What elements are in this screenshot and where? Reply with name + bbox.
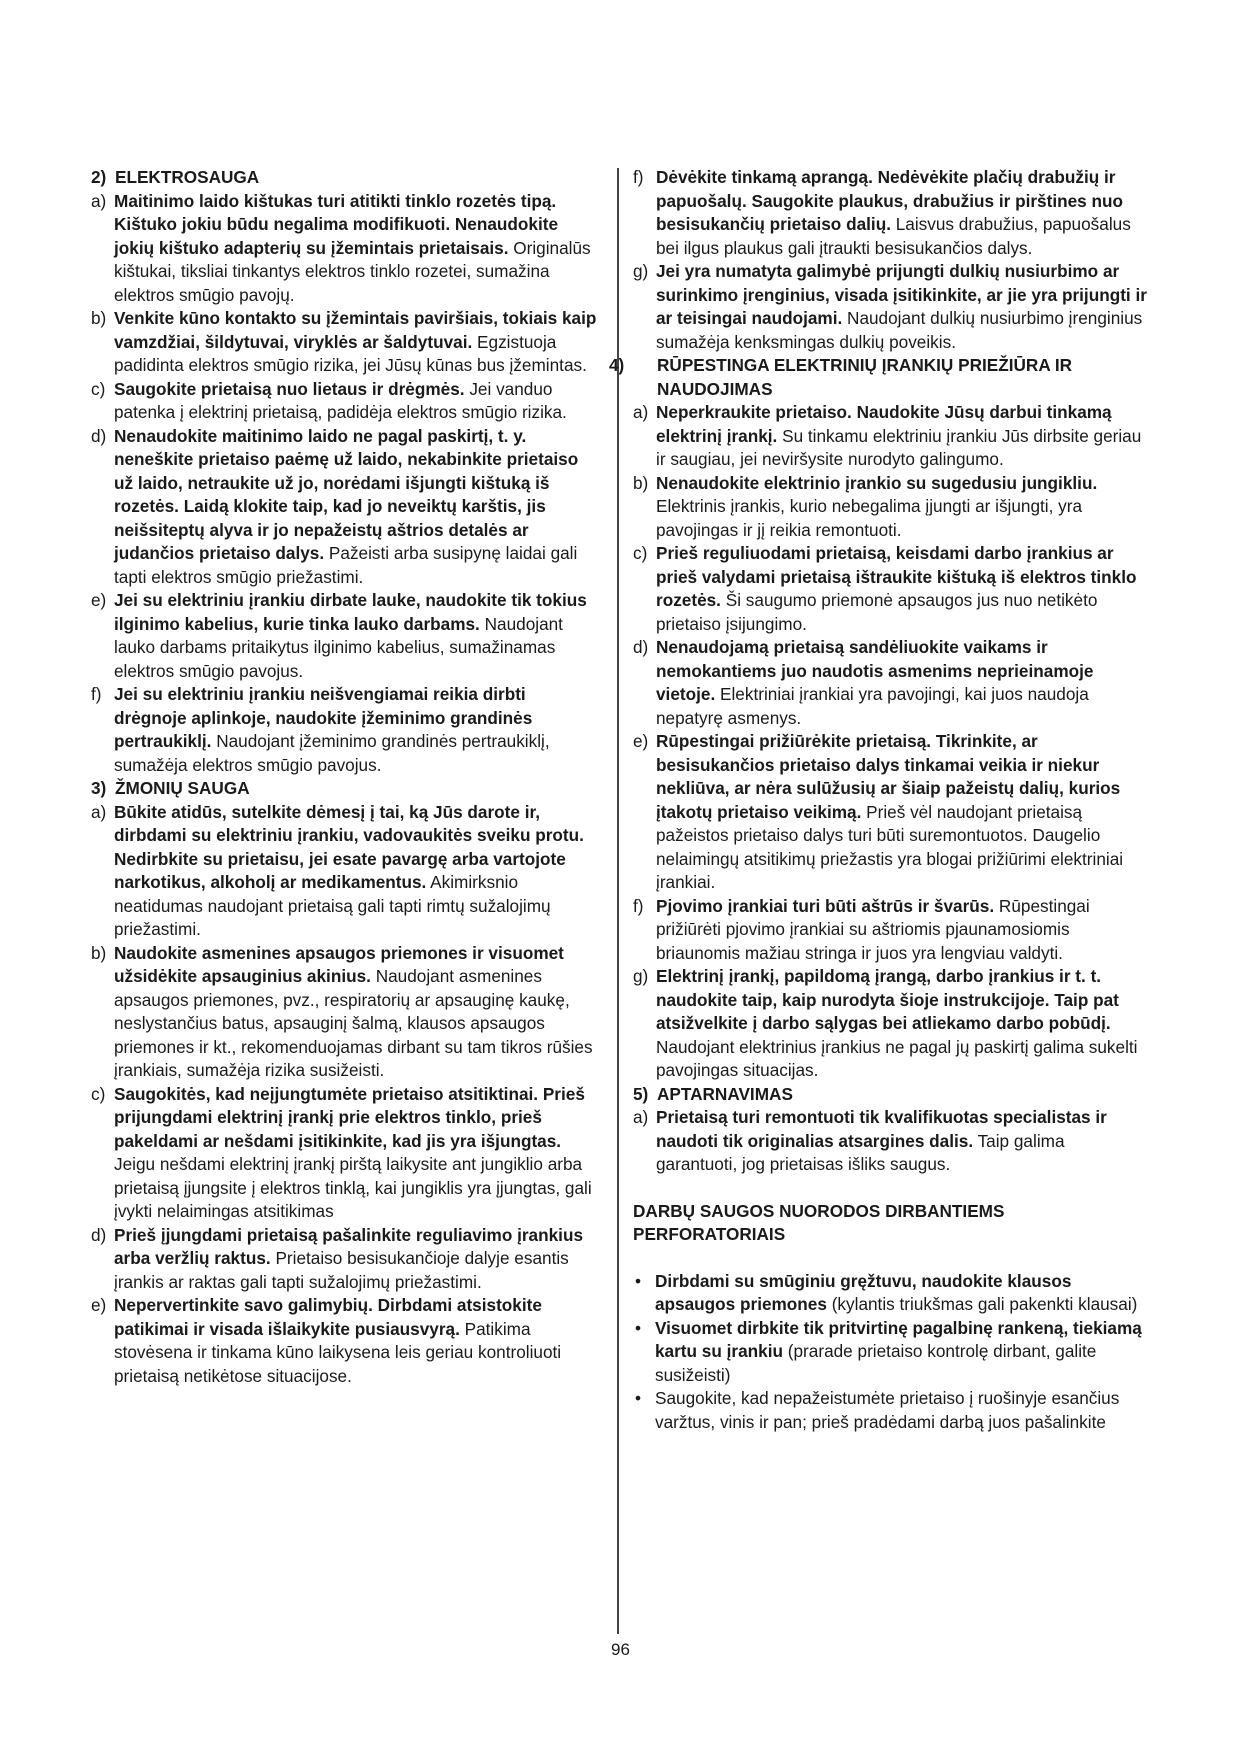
item-text: Prietaiso besisukančioje dalyje esantis įrankis ar raktas gali tapti sužalojimų priežastimi. (114, 1248, 569, 1292)
list-item (633, 965, 1148, 1083)
item-bold-text: Jei su elektriniu įrankiu neišvengiamai reikia dirbti drėgnoje aplinkoje, naudokite įžeminimo grandinės pertraukiklį. (114, 684, 533, 751)
item-bold-text: Rūpestingai prižiūrėkite prietaisą. Tikrinkite, ar besisukančios prietaiso dalys tinkamai veikia ir niekur nekliūva, ar nėra sulūžusių ar šiaip pažeistų dalių, kurios įtakotų prietaiso veikimą. (656, 731, 1121, 822)
bullet-dot-icon: • (635, 1270, 642, 1291)
item-bold-text: Venkite kūno kontakto su įžemintais paviršiais, tokiais kaip vamzdžiai, šildytuvai, viryklės ar šaldytuvai. (114, 308, 597, 352)
hammer-drill-safety-heading: DARBŲ SAUGOS NUORODOS DIRBANTIEMS PERFORATORIAIS (633, 1200, 1005, 1244)
item-bold-text: Jei yra numatyta galimybė prijungti dulkių nusiurbimo ar surinkimo įrenginius, visada įsitikinkite, ar jie yra prijungti ir ar teisingai naudojami. (656, 261, 1147, 328)
item-bold-text: Nenaudokite maitinimo laido ne pagal paskirtį, t. y. neneškite prietaiso paėmę už laido, nekabinkite prietaiso už laido, netraukite už jo, norėdami išjungti kištuką iš rozetės. Laidą klokite taip, kad jo neveiktų karštis, jis neišsiteptų alyva ir jo nepažeistų aštrios detalės ar judančios prietaiso dalys. (114, 425, 579, 563)
list-item (91, 378, 601, 425)
left-column (91, 166, 601, 1388)
item-text: Naudojant asmenines apsaugos priemones, pvz., respiratorių ar apsauginę kaukę, neslystančius batus, apsauginį šalmą, klausos apsaugos priemones ir kt., rekomenduojamas dirbant su tam tikros rūšies įrankiais, sumažėja rizika susižeisti. (114, 966, 593, 1080)
item-bold-text: Saugokitės, kad neįjungtumėte prietaiso atsitiktinai. Prieš prijungdami elektrinį įrankį prie elektros tinklo, prieš pakeldami ar nešdami įsitikinkite, kad jis yra išjungtas. (114, 1083, 585, 1151)
item-label: b) (91, 308, 107, 328)
item-label: b) (91, 942, 107, 963)
item-bold-text: Jei su elektriniu įrankiu dirbate lauke, naudokite tik tokius ilginimo kabelius, kurie tinka lauko darbams. (114, 590, 587, 634)
item-text: Akimirksnio neatidumas naudojant prietaisą gali tapti rimtų sužalojimų priežastimi. (114, 872, 551, 939)
spacer (633, 1177, 1148, 1200)
item-bold-text: Neperkraukite prietaiso. Naudokite Jūsų darbui tinkamą elektrinį įrankį. (656, 402, 1112, 446)
bullet-item (633, 1387, 1148, 1434)
item-text: Naudojant dulkių nusiurbimo įrenginius sumažėja kenksmingas dulkių poveikis. (656, 308, 1143, 352)
item-text: Laisvus drabužius, papuošalus bei ilgus plaukus gali įtraukti besisukančios dalys. (656, 214, 1131, 258)
item-label: c) (91, 378, 106, 399)
item-text: Elektrinis įrankis, kurio nebegalima įjungti ar išjungti, yra pavojingas ir jį reikia remontuoti. (656, 496, 1083, 540)
item-text: Originalūs kištukai, tiksliai tinkantys elektros tinklo rozetei, sumažina elektros smūgio pavojų. (114, 237, 591, 305)
item-bold-text: Nepervertinkite savo galimybių. Dirbdami atsistokite patikimai ir visada išlaikykite pusiausvyrą. (114, 1295, 542, 1339)
spacer (633, 1247, 1148, 1270)
item-bold-text: Būkite atidūs, sutelkite dėmesį į tai, ką Jūs darote ir, dirbdami su elektriniu įrankiu, vadovaukitės sveiku protu. Nedirbkite su prietaisu, jei esate pavargę arba vartojote narkotikus, alkoholį ar medikamentus. (114, 801, 584, 892)
list-item (633, 542, 1148, 636)
bullet-text: (prarade prietaiso kontrolę dirbant, galite susižeisti) (655, 1341, 1097, 1385)
item-label: c) (633, 543, 648, 563)
item-text: Rūpestingai prižiūrėti pjovimo įrankiai su aštriomis pjaunamosiomis briaunomis mažiau stringa ir juos yra lengviau valdyti. (656, 895, 1090, 963)
item-bold-text: Dėvėkite tinkamą aprangą. Nedėvėkite plačių drabužių ir papuošalų. Saugokite plaukus, drabužius ir pirštines nuo besisukančių prietaiso dalių. (656, 167, 1123, 234)
page-number: 96 (611, 1640, 630, 1659)
bullet-dot-icon: • (635, 1388, 642, 1408)
item-label: d) (91, 1224, 107, 1245)
list-item (91, 425, 601, 590)
item-label: a) (91, 190, 107, 211)
item-text: Patikima stovėsena ir tinkama kūno laikysena leis geriau kontroliuoti prietaisą netikėtose situacijose. (114, 1318, 562, 1386)
bullet-bold-text: Visuomet dirbkite tik pritvirtinę pagalbinę rankeną, tiekiamą kartu su įrankiu (655, 1317, 1142, 1361)
list-item (633, 260, 1148, 354)
hammer-drill-safety-list (633, 1270, 1148, 1435)
list-item (91, 1224, 601, 1295)
item-label: b) (633, 472, 649, 493)
section-heading-tool-care: 4) RŪPESTINGA ELEKTRINIŲ ĮRANKIŲ PRIEŽIŪRA IR NAUDOJIMAS (609, 355, 1073, 399)
item-bold-text: Nenaudojamą prietaisą sandėliuokite vaikams ir nemokantiems juo naudotis asmenims neprieinamoje vietoje. (656, 637, 1094, 704)
list-item (91, 801, 601, 942)
item-label: a) (91, 801, 107, 822)
bullet-text: Saugokite, kad nepažeistumėte prietaiso į ruošinyje esančius varžtus, vinis ir pan; prieš pradėdami darbą juos pašalinkite (655, 1388, 1120, 1432)
item-text: Prieš vėl naudojant prietaisą pažeistos prietaiso dalys turi būti suremontuotos. Daugelio nelaimingų atsitikimų priežastis yra blogai prižiūrimi elektriniai įrankiai. (656, 801, 1124, 892)
item-label: g) (633, 966, 649, 986)
list-item (91, 190, 601, 308)
item-label: d) (633, 637, 649, 657)
list-item (633, 166, 1148, 260)
bullet-bold-text: Dirbdami su smūginiu gręžtuvu, naudokite klausos apsaugos priemones (655, 1270, 1072, 1314)
item-bold-text: Elektrinį įrankį, papildomą įrangą, darbo įrankius ir t. t. naudokite taip, kaip nurodyta šioje instrukcijoje. Taip pat atsižvelkite į darbo sąlygas bei atliekamo darbo pobūdį. (656, 966, 1119, 1033)
tool-care-list (633, 401, 1148, 1083)
item-bold-text: Prieš reguliuodami prietaisą, keisdami darbo įrankius ar prieš valydami prietaisą ištraukite kištuką iš elektros tinklo rozetės. (656, 543, 1137, 610)
list-item (633, 1106, 1148, 1177)
section-heading-service: 5) APTARNAVIMAS (633, 1083, 793, 1104)
list-item (91, 307, 601, 378)
list-item (91, 1083, 601, 1224)
list-item (633, 401, 1148, 472)
item-bold-text: Naudokite asmenines apsaugos priemones ir visuomet užsidėkite apsauginius akinius. (114, 942, 564, 986)
item-bold-text: Pjovimo įrankiai turi būti aštrūs ir švarūs. (656, 895, 995, 916)
item-label: f) (633, 895, 644, 916)
item-text: Naudojant įžeminimo grandinės pertraukiklį, sumažėja elektros smūgio pavojus. (114, 731, 550, 775)
bullet-item (633, 1317, 1148, 1388)
section-heading-personal-safety: 3) ŽMONIŲ SAUGA (91, 778, 250, 798)
electrical-safety-list (91, 190, 601, 778)
item-text: Naudojant elektrinius įrankius ne pagal jų paskirtį galima sukelti pavojingas situacijas. (656, 1036, 1138, 1080)
item-text: Naudojant lauko darbams pritaikytus ilginimo kabelius, sumažinamas elektros smūgio pavojus. (114, 613, 563, 681)
list-item (91, 1294, 601, 1388)
item-bold-text: Saugokite prietaisą nuo lietaus ir drėgmės. (114, 378, 465, 399)
bullet-dot-icon: • (635, 1317, 642, 1338)
right-column (609, 166, 1148, 1434)
item-label: d) (91, 425, 107, 446)
item-bold-text: Maitinimo laido kištukas turi atitikti tinklo rozetės tipą. Kištuko jokiu būdu negalima modifikuoti. Nenaudokite jokių kištuko adapterių su įžemintais prietaisais. (114, 190, 559, 258)
item-text: Elektriniai įrankiai yra pavojingi, kai juos naudoja nepatyrę asmenys. (656, 684, 1089, 728)
item-bold-text: Nenaudokite elektrinio įrankio su sugedusiu jungikliu. (656, 472, 1098, 493)
item-text: Pažeisti arba susipynę laidai gali tapti elektros smūgio priežastimi. (114, 543, 578, 587)
personal-safety-list (91, 801, 601, 1389)
service-list (633, 1106, 1148, 1177)
list-item (633, 636, 1148, 730)
item-label: e) (91, 590, 107, 610)
item-label: f) (91, 684, 102, 704)
item-label: c) (91, 1083, 106, 1104)
item-label: e) (91, 1295, 107, 1315)
bullet-text: (kylantis triukšmas gali pakenkti klausai) (826, 1294, 1138, 1314)
item-label: e) (633, 731, 649, 751)
item-label: f) (633, 167, 644, 187)
item-text: Jei vanduo patenka į elektrinį prietaisą, padidėja elektros smūgio rizika. (114, 378, 567, 422)
item-bold-text: Prieš įjungdami prietaisą pašalinkite reguliavimo įrankius arba veržlių raktus. (114, 1224, 584, 1268)
item-label: a) (633, 1107, 649, 1127)
list-item (91, 589, 601, 683)
list-item (633, 895, 1148, 966)
personal-safety-list-continued (633, 166, 1148, 354)
item-text: Su tinkamu elektriniu įrankiu Jūs dirbsite geriau ir saugiau, jei neviršysite nurodyto galingumo. (656, 425, 1142, 469)
item-bold-text: Prietaisą turi remontuoti tik kvalifikuotas specialistas ir naudoti tik originalias atsargines dalis. (656, 1107, 1107, 1151)
item-text: Jeigu nešdami elektrinį įrankį pirštą laikysite ant jungiklio arba prietaisą įjungsite į elektros tinklą, kai jungiklis yra įjungtas, gali įvykti nelaimingas atsitikimas (114, 1154, 592, 1221)
item-label: a) (633, 402, 649, 422)
bullet-item (633, 1270, 1148, 1317)
item-label: g) (633, 261, 649, 281)
list-item (633, 730, 1148, 895)
column-divider (617, 168, 619, 1634)
item-text: Taip galima garantuoti, jog prietaisas išliks saugus. (656, 1130, 1065, 1174)
list-item (91, 942, 601, 1083)
item-text: Egzistuoja padidinta elektros smūgio rizika, jei Jūsų kūnas bus įžemintas. (114, 331, 587, 375)
item-text: Ši saugumo priemonė apsaugos jus nuo netikėto prietaiso įsijungimo. (656, 590, 1098, 634)
section-heading-electrical-safety: 2) ELEKTROSAUGA (91, 167, 260, 187)
list-item (633, 472, 1148, 543)
list-item (91, 683, 601, 777)
